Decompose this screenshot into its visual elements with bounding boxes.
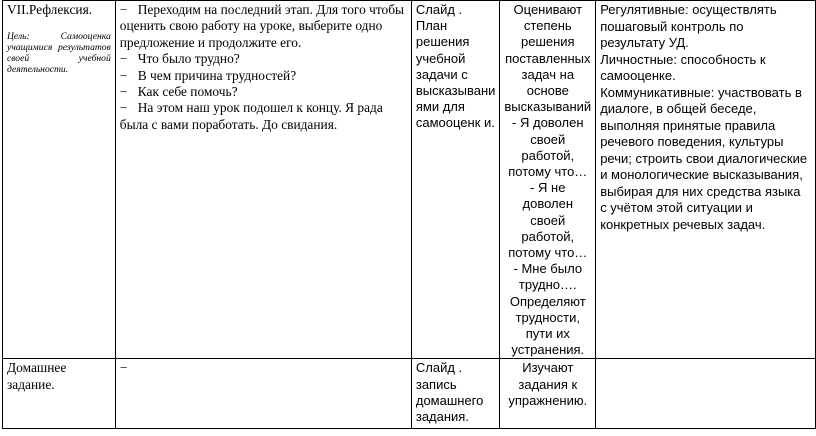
stage-goal: Цель: Самооценка учащимися результатов своей учебной деятельности.	[7, 31, 111, 76]
teacher-dash: −	[119, 360, 128, 376]
lesson-table	[2, 0, 816, 429]
students-text: - Я не доволен своей работой, потому что…	[508, 180, 588, 261]
teacher-cell	[115, 1, 411, 359]
teacher-intro: − Переходим на последний этап. Для того чтобы оценить свою работу на уроке, выберите одно предложение и продолжите его.	[119, 2, 405, 50]
slide-cell: Слайд . запись домашнего задания.	[411, 359, 500, 429]
uud-regulatory: Регулятивные: осуществлять пошаговый контроль по результату УД.	[600, 2, 777, 50]
uud-cell	[596, 359, 816, 429]
teacher-question: − В чем причина трудностей?	[119, 67, 297, 83]
students-text: Определяют трудности, пути их устранения.	[509, 293, 586, 358]
teacher-question: − Как себе помочь?	[119, 84, 238, 100]
students-text: - Мне было трудно….	[513, 261, 583, 293]
teacher-question: − Что было трудно?	[119, 51, 240, 67]
students-text: - Я доволен своей работой, потому что…	[508, 115, 588, 180]
stage-title: VII.Рефлексия.	[7, 2, 93, 17]
table-row	[3, 359, 816, 429]
teacher-final: − На этом наш урок подошел к концу. Я рада была с вами поработать. До свидания.	[119, 100, 383, 132]
stage-cell	[3, 359, 116, 429]
uud-communicative: Коммуникативные: участвовать в диалоге, в общей беседе, выполняя принятые правила речевого поведения, культуры речи; строить свои диалогические и монологические высказывания, выбирая для них средства языка с учётом этой ситуации и конкретных речевых задач.	[600, 84, 808, 232]
uud-cell	[596, 1, 816, 359]
students-cell: Изучают задания к упражнению.	[500, 359, 596, 429]
slide-cell: Слайд . План решения учебной задачи с высказывани ями для самооценк и.	[411, 1, 500, 359]
uud-personal: Личностные: способность к самооценке.	[600, 51, 766, 83]
teacher-cell	[115, 359, 411, 429]
students-cell	[500, 1, 596, 359]
stage-title: Домашнее задание.	[7, 360, 67, 392]
students-text: Оценивают степень решения поставленных задач на основе высказываний	[504, 2, 592, 115]
table-row	[3, 1, 816, 359]
stage-cell	[3, 1, 116, 359]
